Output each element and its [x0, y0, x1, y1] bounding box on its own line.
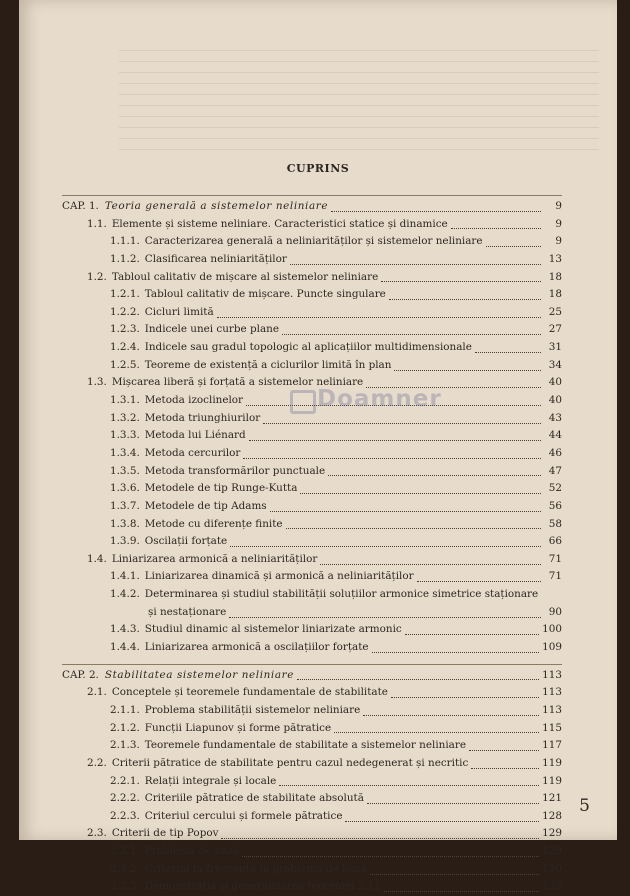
dot-leader [249, 439, 541, 441]
entry-page-number: 34 [548, 358, 562, 371]
entry-page-number: 129 [542, 845, 562, 858]
dot-leader [471, 767, 539, 769]
entry-title: Liniarizarea dinamică și armonică a neliniarităților [144, 570, 414, 583]
entry-title: Demonstrația și generalizarea teoremei 2.11 [144, 880, 381, 893]
dot-leader [297, 678, 539, 680]
toc-subsection-entry [62, 516, 562, 534]
entry-page-number: 58 [548, 517, 562, 530]
toc-subsection-entry [62, 568, 562, 586]
chapter-gap [62, 657, 562, 664]
entry-title: Teoreme de existență a ciclurilor limită în plan [144, 358, 392, 371]
toc-subsection-entry [62, 445, 562, 463]
toc-section-entry [62, 269, 562, 287]
entry-number: 1.3.4. [110, 446, 140, 459]
dot-leader [345, 820, 539, 822]
toc-subsection-entry [62, 251, 562, 269]
entry-number: 1.2.2. [110, 305, 140, 318]
entry-title: Metoda cercurilor [144, 446, 241, 459]
toc-subsection-entry [62, 790, 562, 808]
entry-number: 2.3. [87, 827, 107, 840]
entry-page-number: 71 [548, 552, 562, 565]
entry-page-number: 117 [542, 739, 562, 752]
toc-subsection-entry [62, 702, 562, 720]
dot-leader [370, 873, 539, 875]
toc-subsection-entry [62, 339, 562, 357]
entry-page-number: 66 [548, 535, 562, 548]
entry-number: 2.2.1. [110, 774, 140, 787]
dot-leader [279, 784, 539, 786]
entry-page-number: 56 [548, 499, 562, 512]
entry-number: 1.3.7. [110, 499, 140, 512]
chapter-number: CAP. 2. [62, 668, 99, 681]
toc-subsection-entry [62, 621, 562, 639]
book-page [19, 0, 617, 893]
entry-page-number: 100 [542, 623, 562, 636]
dot-leader [334, 731, 539, 733]
toc-subsection-entry [62, 233, 562, 251]
dot-leader [229, 616, 541, 618]
entry-title: Conceptele și teoremele fundamentale de stabilitate [111, 686, 388, 699]
entry-number: 1.4.4. [110, 641, 140, 654]
dot-leader [367, 802, 539, 804]
entry-page-number: 18 [548, 288, 562, 301]
entry-number: 1.4. [87, 552, 107, 565]
entry-title: Metoda lui Liénard [144, 429, 246, 442]
dot-leader [300, 492, 541, 494]
toc-section-entry [62, 755, 562, 773]
entry-title: Problema stabilității sistemelor neliniare [144, 703, 361, 716]
entry-number: 1.2.1. [110, 288, 140, 301]
entry-title: Elemente și sisteme neliniare. Caracteristici statice și dinamice [111, 217, 448, 230]
toc-subsection-entry [62, 286, 562, 304]
toc-subsection-entry [62, 357, 562, 375]
entry-page-number: 121 [542, 792, 562, 805]
entry-title: Indicele unei curbe plane [144, 323, 280, 336]
dot-leader [290, 263, 541, 265]
entry-title: Criterii pătratice de stabilitate pentru cazul nedegenerat și necritic [111, 756, 469, 769]
entry-number: 1.4.3. [110, 623, 140, 636]
entry-page-number: 113 [542, 668, 562, 681]
toc-subsection-entry [62, 773, 562, 791]
entry-title: Caracterizarea generală a neliniarităților și sistemelor neliniare [144, 235, 483, 248]
toc-subsection-entry [62, 861, 562, 879]
entry-page-number: 27 [548, 323, 562, 336]
table-of-contents [62, 195, 562, 896]
entry-title: Funcții Liapunov și forme pătratice [144, 721, 332, 734]
toc-subsection-entry [62, 480, 562, 498]
entry-title: Liniarizarea armonică a neliniarităților [111, 552, 318, 565]
entry-title: Mișcarea liberă și forțată a sistemelor neliniare [111, 376, 364, 389]
entry-page-number: 44 [548, 429, 562, 442]
dot-leader [282, 333, 541, 335]
toc-chapter-entry [62, 667, 562, 685]
entry-number: 2.2.3. [110, 809, 140, 822]
entry-page-number: 9 [555, 200, 562, 212]
entry-number: 1.1.2. [110, 252, 140, 265]
entry-page-number: 119 [542, 774, 562, 787]
entry-page-number: 9 [555, 235, 562, 248]
entry-title: Metode cu diferențe finite [144, 517, 283, 530]
entry-number: 1.4.1. [110, 570, 140, 583]
toc-subsection-entry [62, 720, 562, 738]
entry-title: Criterii de tip Popov [111, 827, 219, 840]
toc-subsection-entry [62, 304, 562, 322]
dot-leader [328, 474, 541, 476]
entry-title: Metoda izoclinelor [144, 394, 244, 407]
entry-number: 2.1.3. [110, 739, 140, 752]
entry-page-number: 113 [542, 686, 562, 699]
watermark: Doamner [317, 386, 442, 412]
entry-page-number: 113 [542, 703, 562, 716]
dot-leader [417, 580, 541, 582]
entry-number: 1.2.5. [110, 358, 140, 371]
toc-heading: CUPRINS [286, 162, 350, 175]
page-number: 5 [579, 796, 590, 816]
entry-page-number: 43 [548, 411, 562, 424]
entry-title: Relații integrale și locale [144, 774, 277, 787]
entry-title: Studiul dinamic al sistemelor liniarizate armonic [144, 623, 402, 636]
dot-leader [394, 369, 541, 371]
entry-number: 2.3.2. [110, 862, 140, 875]
entry-page-number: 132 [542, 880, 562, 893]
chapter-title: Stabilitatea sistemelor neliniare [104, 668, 294, 681]
entry-title: Criteriile pătratice de stabilitate absolută [144, 792, 364, 805]
dot-leader [469, 749, 539, 751]
entry-title: și nestaționare [148, 605, 227, 618]
entry-number: 1.3.2. [110, 411, 140, 424]
entry-title: Liniarizarea armonică a oscilațiilor forțate [144, 641, 369, 654]
dot-leader [286, 527, 541, 529]
entry-page-number: 47 [548, 464, 562, 477]
entry-title: Cicluri limită [144, 305, 214, 318]
toc-subsection-entry [62, 604, 562, 622]
entry-number: 2.2.2. [110, 792, 140, 805]
toc-subsection-entry [62, 737, 562, 755]
toc-section-entry [62, 825, 562, 843]
toc-subsection-entry [62, 427, 562, 445]
dot-leader [331, 210, 541, 212]
toc-subsection-entry [62, 463, 562, 481]
toc-subsection-entry [62, 878, 562, 896]
dot-leader [217, 316, 541, 318]
dot-leader [320, 563, 541, 565]
entry-page-number: 130 [542, 862, 562, 875]
entry-number: 2.1.2. [110, 721, 140, 734]
toc-subsection-entry [62, 321, 562, 339]
entry-number: 1.3.5. [110, 464, 140, 477]
entry-page-number: 71 [548, 570, 562, 583]
entry-number: 2.1. [87, 686, 107, 699]
entry-title: Metoda triunghiurilor [144, 411, 261, 424]
entry-number: 1.3.1. [110, 394, 140, 407]
entry-title: Clasificarea neliniarităților [144, 252, 287, 265]
entry-number: 1.1. [87, 217, 107, 230]
toc-section-entry [62, 684, 562, 702]
dot-leader [389, 298, 541, 300]
entry-number: 1.3.9. [110, 535, 140, 548]
dot-leader [391, 696, 539, 698]
dot-leader [486, 245, 541, 247]
dot-leader [270, 510, 541, 512]
chapter-rule [62, 664, 562, 665]
dot-leader [384, 890, 539, 892]
entry-page-number: 109 [542, 641, 562, 654]
watermark-icon [290, 390, 316, 414]
entry-number: 2.3.3. [110, 880, 140, 893]
entry-number: 1.2.3. [110, 323, 140, 336]
entry-page-number: 40 [548, 394, 562, 407]
entry-title: Tabloul calitativ de mișcare al sistemelor neliniare [111, 270, 379, 283]
toc-subsection-entry [62, 808, 562, 826]
dot-leader [475, 351, 541, 353]
entry-number: 2.2. [87, 756, 107, 769]
entry-page-number: 52 [548, 482, 562, 495]
dot-leader [381, 280, 541, 282]
dot-leader [243, 457, 541, 459]
entry-number: 2.1.1. [110, 703, 140, 716]
chapter-title: Teoria generală a sistemelor neliniare [104, 200, 329, 212]
entry-page-number: 90 [548, 605, 562, 618]
entry-number: 1.4.2. [110, 588, 140, 601]
entry-page-number: 13 [548, 252, 562, 265]
entry-title: Determinarea și studiul stabilității soluțiilor armonice simetrice staționare [144, 588, 539, 601]
dot-leader [451, 227, 541, 229]
entry-title: Criteriul în frecvență în problema de bază [144, 862, 367, 875]
entry-title: Teoremele fundamentale de stabilitate a sistemelor neliniare [144, 739, 466, 752]
entry-number: 1.3. [87, 376, 107, 389]
dot-leader [221, 837, 539, 839]
toc-subsection-entry [62, 533, 562, 551]
chapter-number: CAP. 1. [62, 200, 99, 212]
toc-subsection-entry [62, 586, 562, 604]
entry-number: 1.2.4. [110, 341, 140, 354]
entry-title: Metodele de tip Adams [144, 499, 267, 512]
toc-subsection-entry [62, 843, 562, 861]
entry-title: Problema de bază [144, 845, 240, 858]
entry-title: Metoda transformărilor punctuale [144, 464, 326, 477]
entry-number: 2.3.1. [110, 845, 140, 858]
entry-page-number: 128 [542, 809, 562, 822]
entry-title: Tabloul calitativ de mișcare. Puncte singulare [144, 288, 386, 301]
dot-leader [263, 422, 541, 424]
entry-title: Indicele sau gradul topologic al aplicațiilor multidimensionale [144, 341, 472, 354]
dot-leader [230, 545, 541, 547]
entry-page-number: 129 [542, 827, 562, 840]
entry-page-number: 46 [548, 446, 562, 459]
entry-page-number: 31 [548, 341, 562, 354]
entry-title: Metodele de tip Runge-Kutta [144, 482, 298, 495]
dot-leader [363, 714, 539, 716]
entry-page-number: 115 [542, 721, 562, 734]
toc-subsection-entry [62, 639, 562, 657]
dot-leader [242, 855, 539, 857]
entry-page-number: 18 [548, 270, 562, 283]
entry-number: 1.2. [87, 270, 107, 283]
entry-page-number: 40 [548, 376, 562, 389]
entry-number: 1.3.3. [110, 429, 140, 442]
entry-number: 1.3.6. [110, 482, 140, 495]
toc-section-entry [62, 551, 562, 569]
show-through-text [119, 40, 599, 160]
entry-title: Oscilații forțate [144, 535, 228, 548]
entry-page-number: 119 [542, 756, 562, 769]
dot-leader [372, 651, 540, 653]
entry-page-number: 9 [555, 217, 562, 230]
toc-chapter-entry [62, 198, 562, 216]
toc-subsection-entry [62, 498, 562, 516]
entry-title: Criteriul cercului și formele pătratice [144, 809, 343, 822]
dot-leader [405, 633, 539, 635]
toc-section-entry [62, 216, 562, 234]
entry-number: 1.3.8. [110, 517, 140, 530]
chapter-rule [62, 195, 562, 196]
entry-number: 1.1.1. [110, 235, 140, 248]
entry-page-number: 25 [548, 305, 562, 318]
